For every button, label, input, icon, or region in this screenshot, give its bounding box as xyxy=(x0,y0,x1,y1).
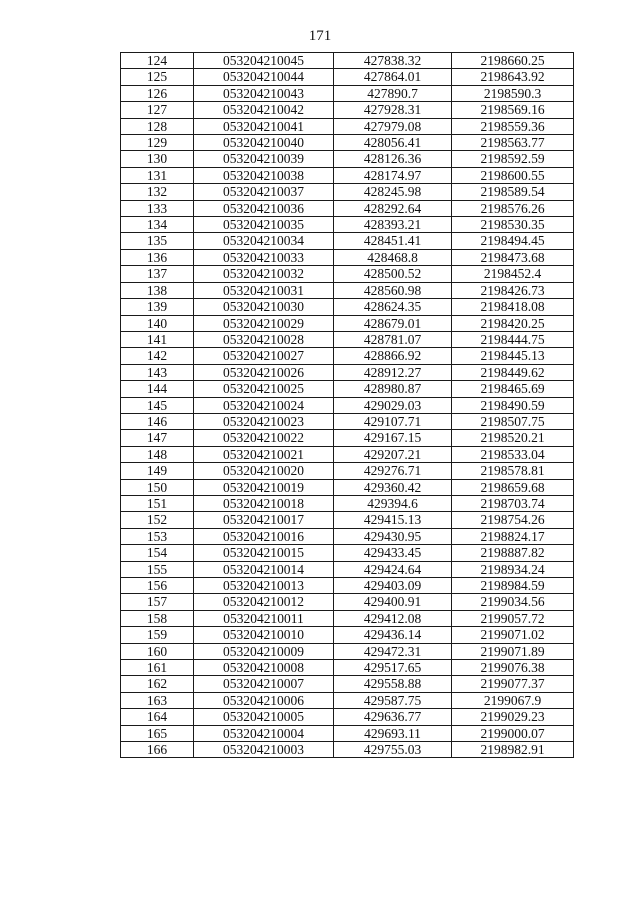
y-coordinate-cell: 2198590.3 xyxy=(452,85,574,101)
x-coordinate-cell: 428500.52 xyxy=(334,266,452,282)
table-row xyxy=(121,331,574,347)
parcel-code-cell: 053204210022 xyxy=(194,430,334,446)
table-row xyxy=(121,315,574,331)
parcel-code-cell: 053204210013 xyxy=(194,578,334,594)
x-coordinate-cell: 428560.98 xyxy=(334,282,452,298)
table-row xyxy=(121,266,574,282)
table-row xyxy=(121,578,574,594)
parcel-code-cell: 053204210025 xyxy=(194,381,334,397)
table-row xyxy=(121,69,574,85)
parcel-code-cell: 053204210016 xyxy=(194,528,334,544)
y-coordinate-cell: 2198578.81 xyxy=(452,463,574,479)
table-row xyxy=(121,479,574,495)
x-coordinate-cell: 428468.8 xyxy=(334,249,452,265)
table-row xyxy=(121,217,574,233)
row-number-cell: 154 xyxy=(121,545,194,561)
y-coordinate-cell: 2198563.77 xyxy=(452,135,574,151)
parcel-code-cell: 053204210038 xyxy=(194,167,334,183)
x-coordinate-cell: 429207.21 xyxy=(334,446,452,462)
parcel-code-cell: 053204210031 xyxy=(194,282,334,298)
table-row xyxy=(121,135,574,151)
table-row xyxy=(121,495,574,511)
x-coordinate-cell: 428393.21 xyxy=(334,217,452,233)
row-number-cell: 135 xyxy=(121,233,194,249)
table-row xyxy=(121,545,574,561)
x-coordinate-cell: 427890.7 xyxy=(334,85,452,101)
y-coordinate-cell: 2198473.68 xyxy=(452,249,574,265)
row-number-cell: 149 xyxy=(121,463,194,479)
table-row xyxy=(121,742,574,758)
y-coordinate-cell: 2199000.07 xyxy=(452,725,574,741)
parcel-code-cell: 053204210032 xyxy=(194,266,334,282)
table-row xyxy=(121,299,574,315)
y-coordinate-cell: 2198530.35 xyxy=(452,217,574,233)
parcel-code-cell: 053204210003 xyxy=(194,742,334,758)
x-coordinate-cell: 429558.88 xyxy=(334,676,452,692)
parcel-code-cell: 053204210040 xyxy=(194,135,334,151)
row-number-cell: 148 xyxy=(121,446,194,462)
table-row xyxy=(121,413,574,429)
table-row xyxy=(121,167,574,183)
row-number-cell: 125 xyxy=(121,69,194,85)
parcel-code-cell: 053204210041 xyxy=(194,118,334,134)
x-coordinate-cell: 429430.95 xyxy=(334,528,452,544)
parcel-code-cell: 053204210004 xyxy=(194,725,334,741)
y-coordinate-cell: 2198418.08 xyxy=(452,299,574,315)
parcel-code-cell: 053204210036 xyxy=(194,200,334,216)
x-coordinate-cell: 429693.11 xyxy=(334,725,452,741)
row-number-cell: 136 xyxy=(121,249,194,265)
x-coordinate-cell: 429472.31 xyxy=(334,643,452,659)
x-coordinate-cell: 429415.13 xyxy=(334,512,452,528)
x-coordinate-cell: 428292.64 xyxy=(334,200,452,216)
y-coordinate-cell: 2198465.69 xyxy=(452,381,574,397)
row-number-cell: 127 xyxy=(121,102,194,118)
row-number-cell: 130 xyxy=(121,151,194,167)
table-row xyxy=(121,463,574,479)
parcel-code-cell: 053204210023 xyxy=(194,413,334,429)
x-coordinate-cell: 429029.03 xyxy=(334,397,452,413)
row-number-cell: 157 xyxy=(121,594,194,610)
x-coordinate-cell: 427838.32 xyxy=(334,53,452,69)
parcel-code-cell: 053204210024 xyxy=(194,397,334,413)
table-row xyxy=(121,528,574,544)
parcel-code-cell: 053204210014 xyxy=(194,561,334,577)
row-number-cell: 126 xyxy=(121,85,194,101)
y-coordinate-cell: 2199034.56 xyxy=(452,594,574,610)
row-number-cell: 163 xyxy=(121,692,194,708)
parcel-code-cell: 053204210015 xyxy=(194,545,334,561)
table-row xyxy=(121,692,574,708)
parcel-code-cell: 053204210026 xyxy=(194,364,334,380)
x-coordinate-cell: 429412.08 xyxy=(334,610,452,626)
x-coordinate-cell: 427979.08 xyxy=(334,118,452,134)
row-number-cell: 139 xyxy=(121,299,194,315)
y-coordinate-cell: 2198589.54 xyxy=(452,184,574,200)
table-row xyxy=(121,676,574,692)
parcel-code-cell: 053204210045 xyxy=(194,53,334,69)
row-number-cell: 129 xyxy=(121,135,194,151)
y-coordinate-cell: 2198982.91 xyxy=(452,742,574,758)
row-number-cell: 138 xyxy=(121,282,194,298)
y-coordinate-cell: 2198507.75 xyxy=(452,413,574,429)
y-coordinate-cell: 2198569.16 xyxy=(452,102,574,118)
table-row xyxy=(121,249,574,265)
row-number-cell: 145 xyxy=(121,397,194,413)
y-coordinate-cell: 2198490.59 xyxy=(452,397,574,413)
x-coordinate-cell: 427864.01 xyxy=(334,69,452,85)
row-number-cell: 165 xyxy=(121,725,194,741)
parcel-code-cell: 053204210027 xyxy=(194,348,334,364)
table-row xyxy=(121,709,574,725)
row-number-cell: 161 xyxy=(121,660,194,676)
parcel-code-cell: 053204210017 xyxy=(194,512,334,528)
row-number-cell: 132 xyxy=(121,184,194,200)
y-coordinate-cell: 2198559.36 xyxy=(452,118,574,134)
x-coordinate-cell: 429394.6 xyxy=(334,495,452,511)
x-coordinate-cell: 429403.09 xyxy=(334,578,452,594)
row-number-cell: 150 xyxy=(121,479,194,495)
y-coordinate-cell: 2198494.45 xyxy=(452,233,574,249)
y-coordinate-cell: 2199029.23 xyxy=(452,709,574,725)
coordinates-table xyxy=(120,52,574,758)
parcel-code-cell: 053204210012 xyxy=(194,594,334,610)
table-row xyxy=(121,446,574,462)
x-coordinate-cell: 428866.92 xyxy=(334,348,452,364)
parcel-code-cell: 053204210011 xyxy=(194,610,334,626)
y-coordinate-cell: 2198520.21 xyxy=(452,430,574,446)
x-coordinate-cell: 428126.36 xyxy=(334,151,452,167)
row-number-cell: 153 xyxy=(121,528,194,544)
x-coordinate-cell: 429517.65 xyxy=(334,660,452,676)
parcel-code-cell: 053204210020 xyxy=(194,463,334,479)
parcel-code-cell: 053204210018 xyxy=(194,495,334,511)
parcel-code-cell: 053204210034 xyxy=(194,233,334,249)
x-coordinate-cell: 428451.41 xyxy=(334,233,452,249)
x-coordinate-cell: 429433.45 xyxy=(334,545,452,561)
table-row xyxy=(121,381,574,397)
x-coordinate-cell: 429276.71 xyxy=(334,463,452,479)
x-coordinate-cell: 428781.07 xyxy=(334,331,452,347)
parcel-code-cell: 053204210039 xyxy=(194,151,334,167)
row-number-cell: 152 xyxy=(121,512,194,528)
table-row xyxy=(121,151,574,167)
parcel-code-cell: 053204210035 xyxy=(194,217,334,233)
x-coordinate-cell: 428912.27 xyxy=(334,364,452,380)
y-coordinate-cell: 2198984.59 xyxy=(452,578,574,594)
row-number-cell: 166 xyxy=(121,742,194,758)
x-coordinate-cell: 428056.41 xyxy=(334,135,452,151)
y-coordinate-cell: 2198887.82 xyxy=(452,545,574,561)
row-number-cell: 162 xyxy=(121,676,194,692)
parcel-code-cell: 053204210042 xyxy=(194,102,334,118)
y-coordinate-cell: 2198659.68 xyxy=(452,479,574,495)
table-row xyxy=(121,102,574,118)
row-number-cell: 146 xyxy=(121,413,194,429)
row-number-cell: 144 xyxy=(121,381,194,397)
x-coordinate-cell: 429107.71 xyxy=(334,413,452,429)
y-coordinate-cell: 2198445.13 xyxy=(452,348,574,364)
y-coordinate-cell: 2198754.26 xyxy=(452,512,574,528)
table-row xyxy=(121,397,574,413)
y-coordinate-cell: 2198934.24 xyxy=(452,561,574,577)
row-number-cell: 158 xyxy=(121,610,194,626)
parcel-code-cell: 053204210037 xyxy=(194,184,334,200)
parcel-code-cell: 053204210033 xyxy=(194,249,334,265)
y-coordinate-cell: 2199067.9 xyxy=(452,692,574,708)
y-coordinate-cell: 2198643.92 xyxy=(452,69,574,85)
x-coordinate-cell: 428624.35 xyxy=(334,299,452,315)
row-number-cell: 133 xyxy=(121,200,194,216)
y-coordinate-cell: 2198420.25 xyxy=(452,315,574,331)
row-number-cell: 143 xyxy=(121,364,194,380)
y-coordinate-cell: 2198824.17 xyxy=(452,528,574,544)
y-coordinate-cell: 2198703.74 xyxy=(452,495,574,511)
x-coordinate-cell: 428980.87 xyxy=(334,381,452,397)
y-coordinate-cell: 2198426.73 xyxy=(452,282,574,298)
y-coordinate-cell: 2199071.02 xyxy=(452,627,574,643)
parcel-code-cell: 053204210006 xyxy=(194,692,334,708)
row-number-cell: 137 xyxy=(121,266,194,282)
y-coordinate-cell: 2199076.38 xyxy=(452,660,574,676)
parcel-code-cell: 053204210028 xyxy=(194,331,334,347)
y-coordinate-cell: 2199071.89 xyxy=(452,643,574,659)
x-coordinate-cell: 428245.98 xyxy=(334,184,452,200)
x-coordinate-cell: 427928.31 xyxy=(334,102,452,118)
row-number-cell: 140 xyxy=(121,315,194,331)
y-coordinate-cell: 2199077.37 xyxy=(452,676,574,692)
x-coordinate-cell: 429436.14 xyxy=(334,627,452,643)
table-row xyxy=(121,118,574,134)
row-number-cell: 155 xyxy=(121,561,194,577)
parcel-code-cell: 053204210030 xyxy=(194,299,334,315)
y-coordinate-cell: 2198533.04 xyxy=(452,446,574,462)
x-coordinate-cell: 428174.97 xyxy=(334,167,452,183)
table-row xyxy=(121,610,574,626)
table-row xyxy=(121,512,574,528)
table-row xyxy=(121,660,574,676)
row-number-cell: 131 xyxy=(121,167,194,183)
y-coordinate-cell: 2198592.59 xyxy=(452,151,574,167)
x-coordinate-cell: 429167.15 xyxy=(334,430,452,446)
y-coordinate-cell: 2198576.26 xyxy=(452,200,574,216)
parcel-code-cell: 053204210019 xyxy=(194,479,334,495)
row-number-cell: 147 xyxy=(121,430,194,446)
x-coordinate-cell: 428679.01 xyxy=(334,315,452,331)
table-row xyxy=(121,627,574,643)
table-row xyxy=(121,233,574,249)
table-body xyxy=(121,53,574,758)
y-coordinate-cell: 2198600.55 xyxy=(452,167,574,183)
row-number-cell: 156 xyxy=(121,578,194,594)
row-number-cell: 142 xyxy=(121,348,194,364)
y-coordinate-cell: 2198452.4 xyxy=(452,266,574,282)
table-row xyxy=(121,643,574,659)
row-number-cell: 159 xyxy=(121,627,194,643)
x-coordinate-cell: 429755.03 xyxy=(334,742,452,758)
parcel-code-cell: 053204210010 xyxy=(194,627,334,643)
parcel-code-cell: 053204210043 xyxy=(194,85,334,101)
y-coordinate-cell: 2198444.75 xyxy=(452,331,574,347)
row-number-cell: 134 xyxy=(121,217,194,233)
x-coordinate-cell: 429360.42 xyxy=(334,479,452,495)
parcel-code-cell: 053204210007 xyxy=(194,676,334,692)
parcel-code-cell: 053204210008 xyxy=(194,660,334,676)
table-row xyxy=(121,184,574,200)
x-coordinate-cell: 429587.75 xyxy=(334,692,452,708)
table-row xyxy=(121,594,574,610)
y-coordinate-cell: 2198660.25 xyxy=(452,53,574,69)
table-row xyxy=(121,282,574,298)
parcel-code-cell: 053204210021 xyxy=(194,446,334,462)
parcel-code-cell: 053204210044 xyxy=(194,69,334,85)
table-row xyxy=(121,85,574,101)
x-coordinate-cell: 429636.77 xyxy=(334,709,452,725)
y-coordinate-cell: 2199057.72 xyxy=(452,610,574,626)
parcel-code-cell: 053204210005 xyxy=(194,709,334,725)
x-coordinate-cell: 429400.91 xyxy=(334,594,452,610)
table-row xyxy=(121,364,574,380)
table-row xyxy=(121,561,574,577)
parcel-code-cell: 053204210029 xyxy=(194,315,334,331)
table-row xyxy=(121,53,574,69)
table-row xyxy=(121,348,574,364)
row-number-cell: 124 xyxy=(121,53,194,69)
y-coordinate-cell: 2198449.62 xyxy=(452,364,574,380)
x-coordinate-cell: 429424.64 xyxy=(334,561,452,577)
table-row xyxy=(121,200,574,216)
table-row xyxy=(121,725,574,741)
row-number-cell: 128 xyxy=(121,118,194,134)
table-row xyxy=(121,430,574,446)
row-number-cell: 164 xyxy=(121,709,194,725)
parcel-code-cell: 053204210009 xyxy=(194,643,334,659)
row-number-cell: 151 xyxy=(121,495,194,511)
row-number-cell: 141 xyxy=(121,331,194,347)
row-number-cell: 160 xyxy=(121,643,194,659)
page-number: 171 xyxy=(308,28,332,44)
